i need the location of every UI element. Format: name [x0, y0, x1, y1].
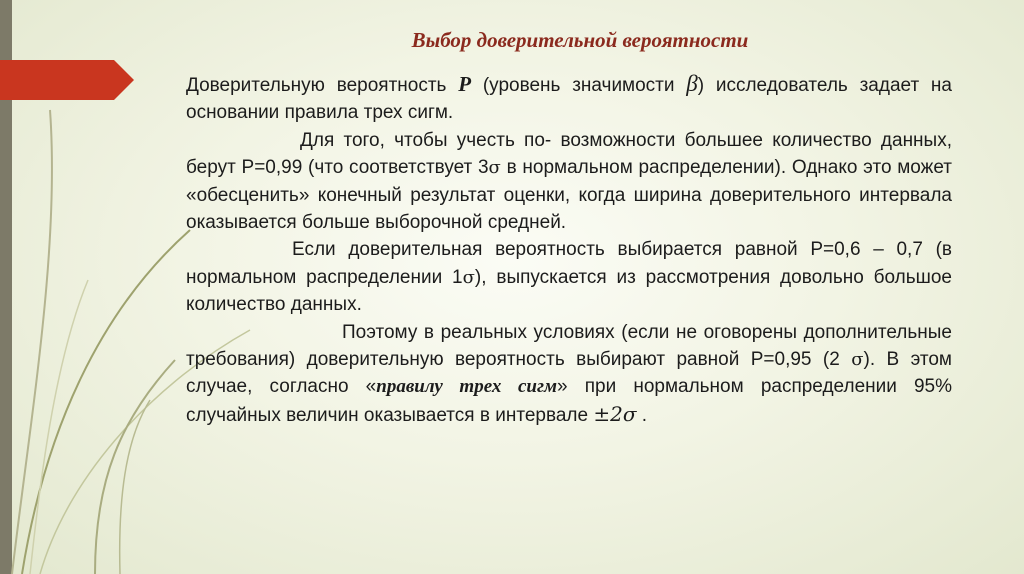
p4-text-c: » при нормальном распределении 95% случайных величин оказывается в интервале: [186, 376, 953, 426]
sigma-symbol: σ: [462, 266, 475, 288]
p3-text-b: ), выпускается из рассмотрения довольно большое количество данных.: [186, 266, 953, 316]
sigma-symbol: σ: [851, 349, 864, 371]
beta-symbol: β: [686, 71, 698, 96]
p1-text-b: (уровень значимости: [471, 75, 687, 96]
paragraph-2: [186, 127, 952, 237]
p3-text-a: Если доверительная вероятность выбирается равной Р=0,6 – 0,7 (в нормальном распределении 1: [186, 239, 952, 288]
p1-text-c: ) исследователь задает на основании правила трех сигм.: [186, 75, 952, 124]
probability-symbol-P: Р: [458, 72, 472, 96]
slide-title: Выбор доверительной вероятности: [411, 28, 749, 52]
paragraph-1: [186, 70, 952, 127]
plus-minus-two-sigma: ±2σ: [593, 401, 637, 426]
title-accent-arrow: [0, 60, 134, 100]
p4-text-b: ). В этом случае, согласно «: [186, 349, 952, 398]
paragraph-4: [186, 319, 952, 430]
slide-body: [186, 70, 952, 429]
p2-text-a: Для того, чтобы учесть по- возможности большее количество данных, берут Р=0,99 (что соответствует 3: [186, 129, 952, 179]
p2-text-b: в нормальном распределении). Однако это может «обесценить» конечный результат оценки, когда ширина доверительного интервала оказывается больше выборочной средней.: [186, 157, 953, 234]
p1-text-a: Доверительную вероятность: [186, 75, 459, 96]
sigma-symbol: σ: [488, 157, 501, 179]
p4-text-a: Поэтому в реальных условиях (если не оговорены дополнительные требования) доверительную вероятность выбирают равной Р=0,95 (2: [186, 321, 952, 371]
p4-text-d: .: [636, 404, 648, 426]
paragraph-3: [186, 236, 952, 318]
three-sigma-rule-emphasis: правилу трех сигм: [376, 376, 558, 398]
